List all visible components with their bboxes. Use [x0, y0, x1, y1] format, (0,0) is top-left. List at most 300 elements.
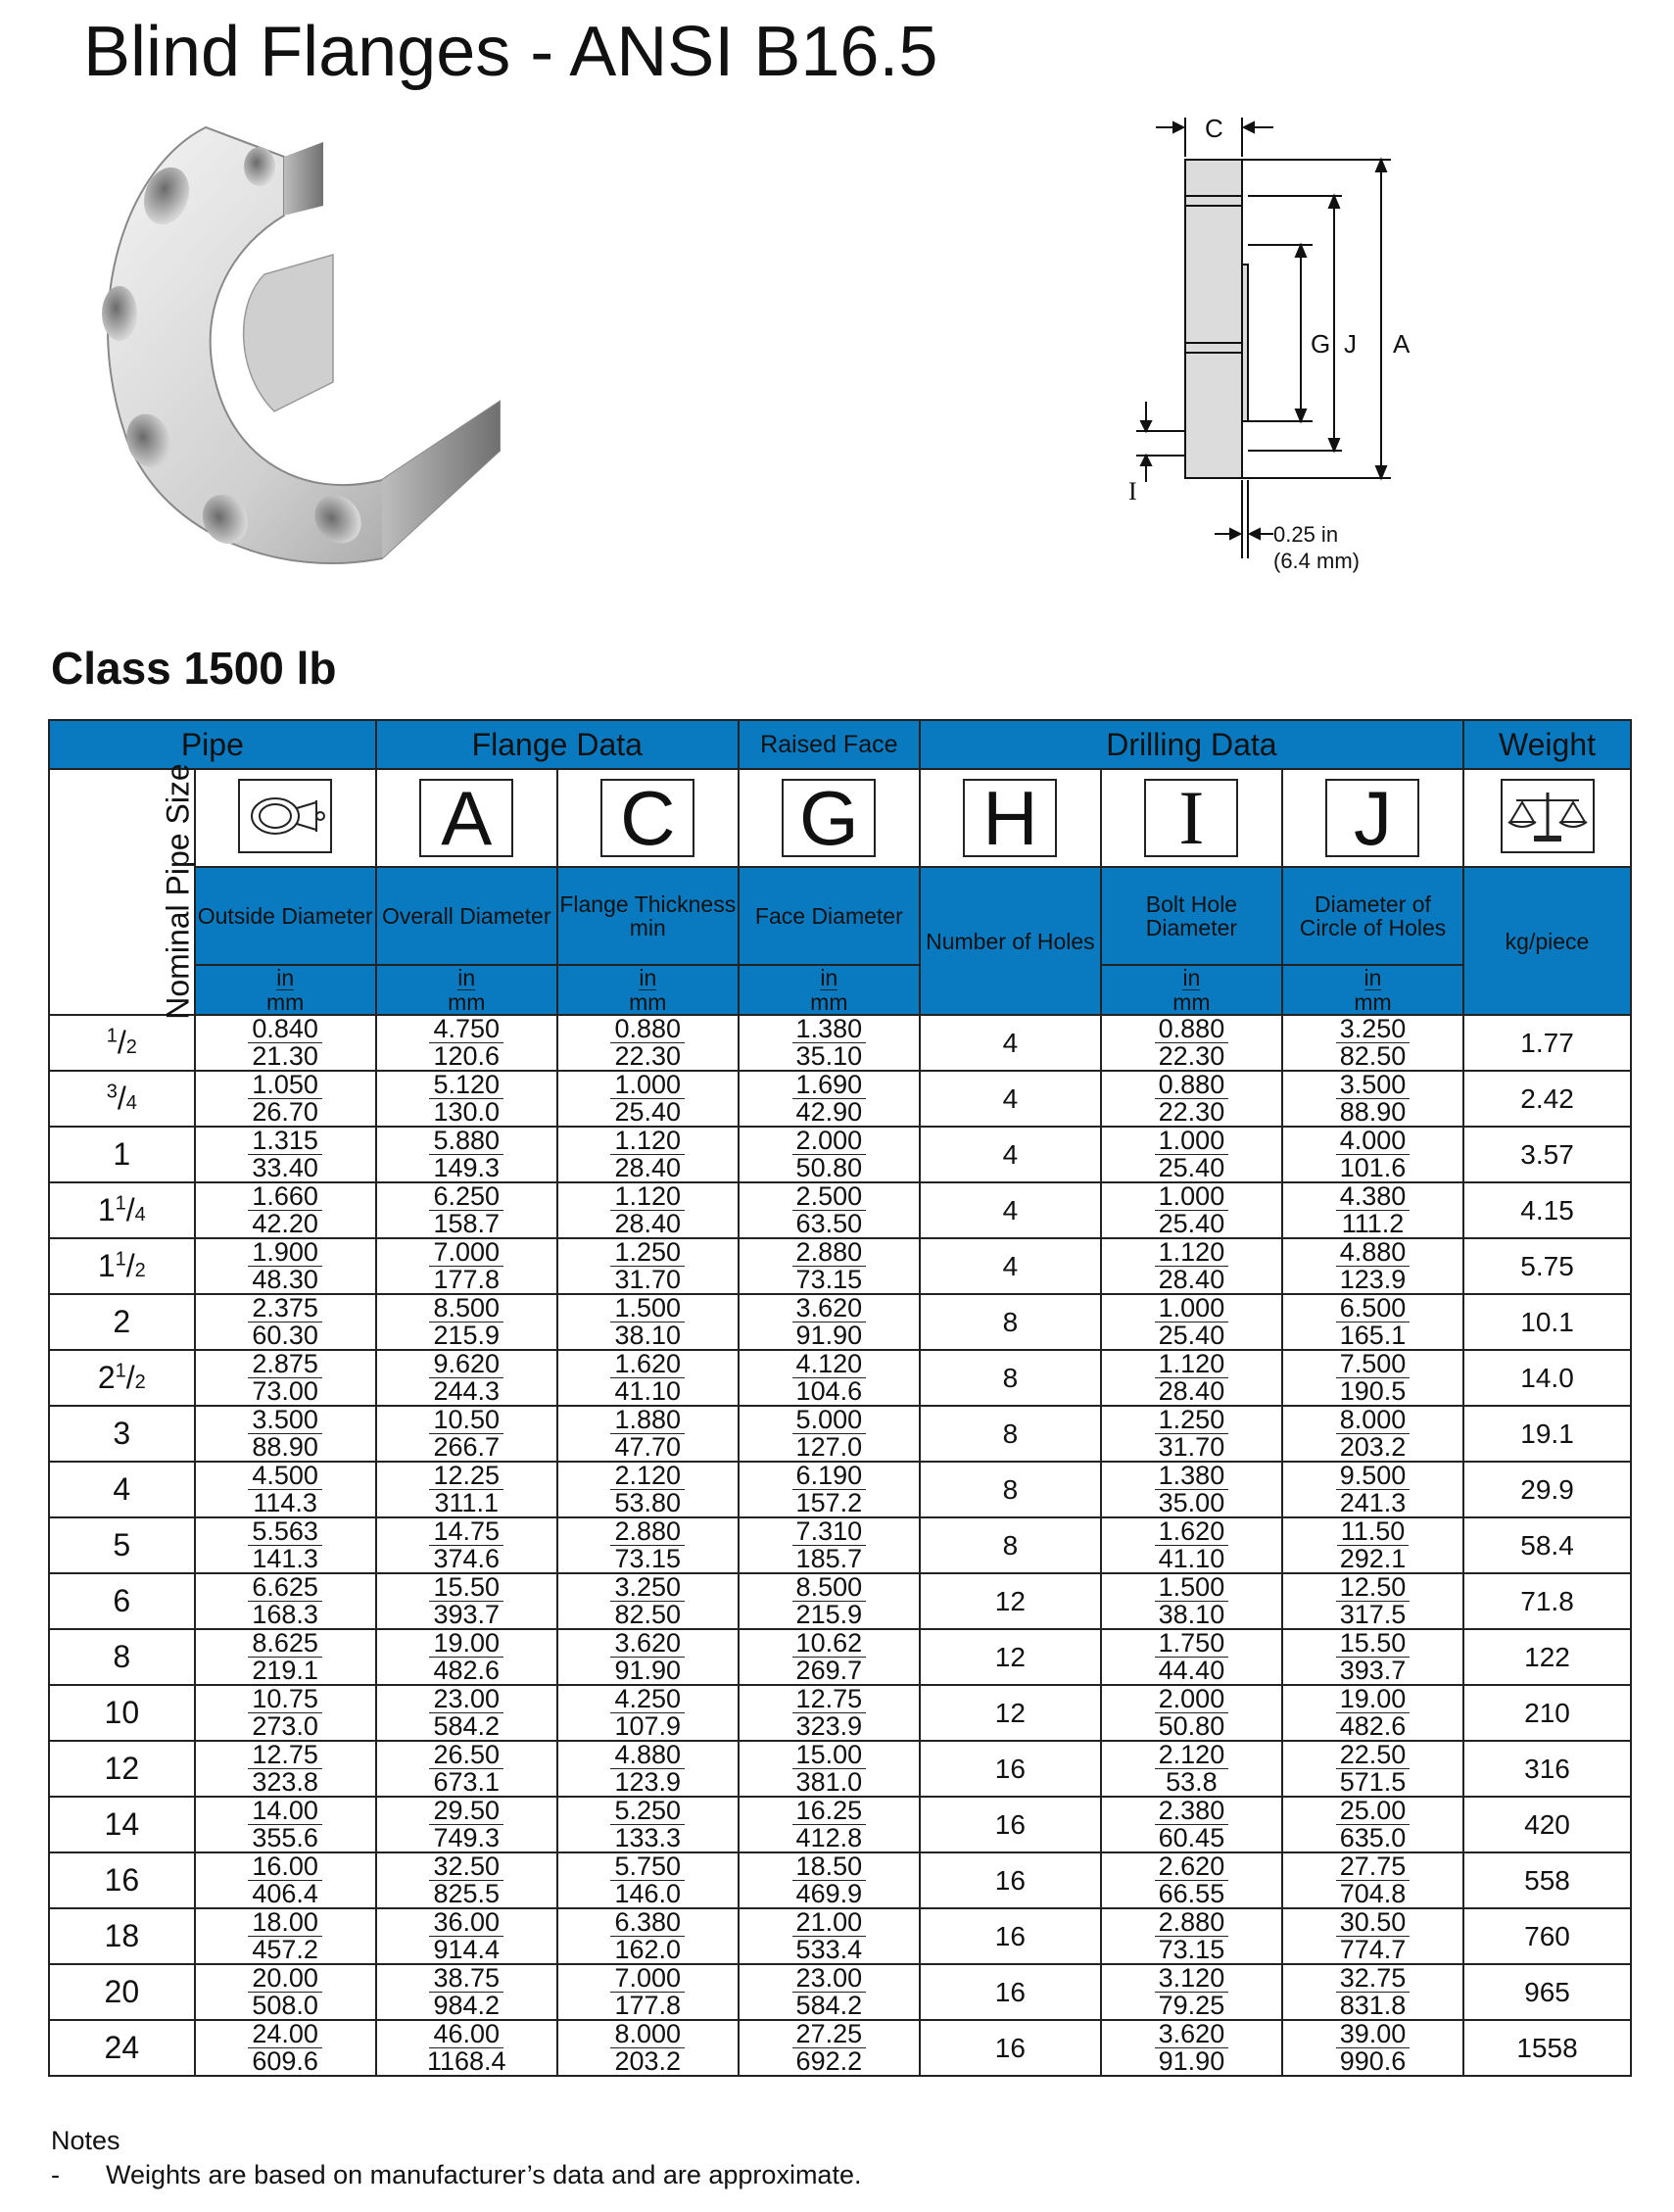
value-mm: 42.90: [795, 1097, 863, 1127]
value-mm: 374.6: [433, 1544, 501, 1573]
value-in: 0.880: [610, 1016, 685, 1043]
value-mm: 73.15: [1158, 1935, 1225, 1964]
value-mm: 44.40: [1158, 1656, 1225, 1685]
value-in: 24.00: [248, 2021, 322, 2048]
cell-od: [195, 1462, 376, 1517]
nps-slash: /: [125, 1248, 135, 1283]
value-mm: 292.1: [1339, 1544, 1407, 1573]
cell-h: 16: [920, 2020, 1101, 2076]
cell-h: 8: [920, 1462, 1101, 1517]
unit-in: in: [457, 965, 476, 990]
c-icon-cell: [557, 769, 739, 867]
value-in: 16.25: [792, 1798, 867, 1825]
value-mm: 704.8: [1339, 1879, 1407, 1908]
cell-h: 4: [920, 1182, 1101, 1238]
cell-nps: [49, 1629, 195, 1685]
value-in: 5.880: [429, 1128, 503, 1155]
value-mm: 53.8: [1166, 1767, 1218, 1797]
value-mm: 393.7: [433, 1600, 501, 1629]
value-in: 8.500: [429, 1295, 503, 1322]
pipe-icon-cell: [195, 769, 376, 867]
value-mm: 79.25: [1158, 1991, 1225, 2020]
cell-kg: 965: [1463, 1964, 1631, 2020]
value-mm: 273.0: [252, 1711, 318, 1741]
value-in: 4.120: [792, 1351, 867, 1378]
table-row: [49, 1573, 1631, 1629]
label-offset-mm: (6.4 mm): [1273, 549, 1360, 573]
nps-denominator: 2: [134, 1371, 146, 1393]
label-c: C: [1205, 114, 1223, 143]
value-mm: 22.30: [1158, 1041, 1225, 1071]
header-circle-diameter: Diameter of Circle of Holes: [1282, 867, 1463, 965]
unit-mm: mm: [629, 989, 667, 1015]
cell-nps: [49, 1182, 195, 1238]
cell-j: [1282, 1517, 1463, 1573]
cell-g: [739, 1685, 920, 1741]
cell-nps: [49, 1852, 195, 1908]
nps-slash: /: [125, 1192, 135, 1227]
value-in: 1.750: [1155, 1630, 1229, 1658]
cell-a: [376, 1852, 557, 1908]
table-row: [49, 1071, 1631, 1127]
value-mm: 104.6: [795, 1376, 863, 1406]
value-in: 2.000: [792, 1128, 867, 1155]
cell-od: [195, 1071, 376, 1127]
value-in: 2.500: [792, 1183, 867, 1211]
cell-h: 16: [920, 1908, 1101, 1964]
value-mm: 203.2: [1339, 1432, 1407, 1462]
value-in: 11.50: [1337, 1518, 1410, 1546]
value-mm: 82.50: [1339, 1041, 1407, 1071]
value-mm: 149.3: [433, 1153, 501, 1182]
letter-c-icon: C: [600, 779, 694, 857]
cell-kg: 14.0: [1463, 1350, 1631, 1406]
cell-c: [557, 1462, 739, 1517]
value-in: 3.500: [1336, 1072, 1411, 1099]
cell-kg: 19.1: [1463, 1406, 1631, 1462]
cell-kg: 4.15: [1463, 1182, 1631, 1238]
nps-denominator: 4: [134, 1204, 146, 1226]
value-mm: 35.00: [1158, 1488, 1225, 1517]
value-in: 1.315: [248, 1128, 322, 1155]
value-in: 1.000: [1155, 1295, 1229, 1322]
value-in: 5.250: [610, 1798, 685, 1825]
nps-whole: 8: [113, 1639, 131, 1674]
value-in: 39.00: [1336, 2021, 1411, 2048]
value-mm: 177.8: [614, 1991, 682, 2020]
cell-od: [195, 1908, 376, 1964]
value-mm: 168.3: [252, 1600, 318, 1629]
cell-g: [739, 1182, 920, 1238]
cell-nps: [49, 1406, 195, 1462]
value-in: 10.62: [792, 1630, 867, 1658]
value-mm: 50.80: [1158, 1711, 1225, 1741]
table-row: [49, 1629, 1631, 1685]
value-in: 27.25: [792, 2021, 867, 2048]
notes-section: [51, 2126, 861, 2190]
letter-i-icon: I: [1144, 779, 1238, 857]
cell-i: [1101, 1741, 1282, 1797]
value-in: 38.75: [429, 1965, 503, 1993]
nps-whole: 3: [113, 1416, 131, 1451]
table-row: [49, 1462, 1631, 1517]
nps-whole: 18: [104, 1918, 140, 1953]
nps-whole: 1: [97, 1192, 116, 1227]
nps-denominator: 2: [134, 1260, 146, 1281]
value-in: 2.875: [248, 1351, 322, 1378]
cell-od: [195, 1964, 376, 2020]
nps-whole: 2: [113, 1304, 131, 1339]
cell-a: [376, 1573, 557, 1629]
value-mm: 25.40: [1158, 1209, 1225, 1238]
unit-cell-c: [557, 965, 739, 1015]
value-mm: 38.10: [614, 1321, 682, 1350]
value-mm: 31.70: [614, 1265, 682, 1294]
value-mm: 73.15: [795, 1265, 863, 1294]
cell-i: [1101, 1406, 1282, 1462]
value-in: 19.00: [1336, 1686, 1411, 1713]
cell-kg: 316: [1463, 1741, 1631, 1797]
value-mm: 533.4: [795, 1935, 863, 1964]
unit-cell-i: [1101, 965, 1282, 1015]
value-in: 18.00: [248, 1909, 322, 1937]
value-mm: 914.4: [433, 1935, 501, 1964]
cell-j: [1282, 1462, 1463, 1517]
value-mm: 66.55: [1158, 1879, 1225, 1908]
cell-kg: 5.75: [1463, 1238, 1631, 1294]
cell-j: [1282, 1015, 1463, 1071]
cell-a: [376, 1182, 557, 1238]
value-mm: 185.7: [795, 1544, 863, 1573]
cell-kg: 558: [1463, 1852, 1631, 1908]
value-in: 2.380: [1155, 1798, 1229, 1825]
value-in: 2.000: [1155, 1686, 1229, 1713]
value-mm: 215.9: [433, 1321, 501, 1350]
value-in: 6.625: [248, 1574, 322, 1602]
value-in: 27.75: [1336, 1853, 1411, 1881]
value-in: 6.250: [429, 1183, 503, 1211]
value-in: 1.250: [1155, 1407, 1229, 1434]
value-in: 7.000: [429, 1239, 503, 1267]
cell-c: [557, 1071, 739, 1127]
value-in: 4.000: [1336, 1128, 1411, 1155]
cell-od: [195, 1406, 376, 1462]
nps-denominator: 2: [125, 1036, 137, 1058]
cell-h: 4: [920, 1071, 1101, 1127]
unit-mm: mm: [810, 989, 848, 1015]
value-in: 21.00: [792, 1909, 867, 1937]
cell-a: [376, 1350, 557, 1406]
value-in: 1.500: [1155, 1574, 1229, 1602]
cell-nps: [49, 1071, 195, 1127]
value-mm: 63.50: [795, 1209, 863, 1238]
value-mm: 25.40: [1158, 1153, 1225, 1182]
cell-i: [1101, 1182, 1282, 1238]
nps-denominator: 4: [125, 1092, 137, 1114]
value-mm: 393.7: [1339, 1656, 1407, 1685]
nps-numerator: 1: [106, 1025, 118, 1047]
cell-c: [557, 1406, 739, 1462]
cell-a: [376, 1797, 557, 1852]
value-mm: 114.3: [253, 1488, 317, 1517]
value-mm: 165.1: [1339, 1321, 1407, 1350]
cell-j: [1282, 1127, 1463, 1182]
value-mm: 53.80: [614, 1488, 682, 1517]
spec-table: [48, 719, 1632, 2077]
value-mm: 508.0: [252, 1991, 318, 2020]
value-in: 5.750: [610, 1853, 685, 1881]
value-in: 3.620: [610, 1630, 685, 1658]
table-row: [49, 1238, 1631, 1294]
letter-g-icon: G: [782, 779, 876, 857]
cell-i: [1101, 1573, 1282, 1629]
value-mm: 219.1: [252, 1656, 318, 1685]
cell-a: [376, 1127, 557, 1182]
cell-i: [1101, 1350, 1282, 1406]
value-mm: 35.10: [795, 1041, 863, 1071]
table-row: [49, 1294, 1631, 1350]
value-in: 1.500: [610, 1295, 685, 1322]
value-in: 30.50: [1336, 1909, 1411, 1937]
cell-g: [739, 1127, 920, 1182]
value-in: 6.380: [610, 1909, 685, 1937]
cell-nps: [49, 1294, 195, 1350]
value-mm: 635.0: [1339, 1823, 1407, 1852]
cell-i: [1101, 1517, 1282, 1573]
cell-g: [739, 1071, 920, 1127]
value-in: 2.880: [1155, 1909, 1229, 1937]
value-mm: 28.40: [1158, 1376, 1225, 1406]
cell-a: [376, 1685, 557, 1741]
value-in: 26.50: [429, 1742, 503, 1769]
cell-nps: [49, 1517, 195, 1573]
cell-kg: 3.57: [1463, 1127, 1631, 1182]
group-weight: Weight: [1463, 720, 1631, 769]
cell-g: [739, 1908, 920, 1964]
nps-whole: 5: [113, 1527, 131, 1563]
value-in: 32.50: [429, 1853, 503, 1881]
value-in: 46.00: [429, 2021, 503, 2048]
nps-slash: /: [125, 1360, 135, 1395]
cell-j: [1282, 1350, 1463, 1406]
value-in: 2.620: [1155, 1853, 1229, 1881]
cell-nps: [49, 1908, 195, 1964]
nps-whole: 14: [104, 1806, 140, 1842]
table-row: [49, 1797, 1631, 1852]
value-mm: 990.6: [1339, 2046, 1407, 2076]
cell-kg: 58.4: [1463, 1517, 1631, 1573]
cell-kg: 1.77: [1463, 1015, 1631, 1071]
value-in: 29.50: [429, 1798, 503, 1825]
value-in: 16.00: [248, 1853, 322, 1881]
value-mm: 177.8: [433, 1265, 501, 1294]
value-in: 7.500: [1336, 1351, 1411, 1378]
unit-in: in: [639, 965, 657, 990]
value-mm: 22.30: [614, 1041, 682, 1071]
value-in: 1.120: [1155, 1239, 1229, 1267]
group-pipe: Pipe: [49, 720, 376, 769]
cell-c: [557, 1629, 739, 1685]
value-in: 8.000: [610, 2021, 685, 2048]
unit-in: in: [276, 965, 295, 990]
cell-nps: [49, 1797, 195, 1852]
cell-j: [1282, 1294, 1463, 1350]
value-mm: 130.0: [433, 1097, 501, 1127]
cell-i: [1101, 1964, 1282, 2020]
h-icon-cell: [920, 769, 1101, 867]
value-in: 1.000: [1155, 1183, 1229, 1211]
value-mm: 749.3: [433, 1823, 501, 1852]
cell-nps: [49, 1350, 195, 1406]
value-mm: 28.40: [614, 1209, 682, 1238]
unit-cell-a: [376, 965, 557, 1015]
nps-numerator: 1: [115, 1192, 126, 1215]
cell-g: [739, 1406, 920, 1462]
cell-h: 8: [920, 1294, 1101, 1350]
value-mm: 825.5: [433, 1879, 501, 1908]
value-in: 1.880: [610, 1407, 685, 1434]
cell-h: 12: [920, 1573, 1101, 1629]
spec-table-container: [48, 719, 1632, 2074]
value-in: 8.000: [1336, 1407, 1411, 1434]
cell-c: [557, 1908, 739, 1964]
value-in: 1.620: [1155, 1518, 1229, 1546]
cell-i: [1101, 1238, 1282, 1294]
value-in: 12.75: [792, 1686, 867, 1713]
cell-c: [557, 1350, 739, 1406]
cell-od: [195, 1685, 376, 1741]
value-mm: 774.7: [1339, 1935, 1407, 1964]
cell-g: [739, 1852, 920, 1908]
cell-j: [1282, 1182, 1463, 1238]
value-mm: 162.0: [614, 1935, 682, 1964]
cell-c: [557, 1182, 739, 1238]
unit-mm: mm: [266, 989, 305, 1015]
cell-i: [1101, 1908, 1282, 1964]
label-j: J: [1344, 329, 1357, 359]
value-mm: 41.10: [1158, 1544, 1225, 1573]
value-in: 2.880: [792, 1239, 867, 1267]
value-in: 4.880: [1336, 1239, 1411, 1267]
value-in: 12.25: [429, 1463, 503, 1490]
value-in: 5.563: [248, 1518, 322, 1546]
cell-c: [557, 1685, 739, 1741]
value-in: 2.120: [610, 1463, 685, 1490]
table-row: [49, 1015, 1631, 1071]
value-in: 14.75: [429, 1518, 503, 1546]
value-in: 7.310: [792, 1518, 867, 1546]
value-mm: 120.6: [433, 1041, 501, 1071]
value-mm: 355.6: [252, 1823, 318, 1852]
cell-a: [376, 1294, 557, 1350]
cell-j: [1282, 1964, 1463, 2020]
value-in: 1.050: [248, 1072, 322, 1099]
value-mm: 241.3: [1339, 1488, 1407, 1517]
cell-j: [1282, 1238, 1463, 1294]
value-in: 3.120: [1155, 1965, 1229, 1993]
value-in: 20.00: [248, 1965, 322, 1993]
cell-kg: 122: [1463, 1629, 1631, 1685]
cell-a: [376, 1741, 557, 1797]
label-a: A: [1393, 329, 1411, 359]
value-mm: 482.6: [433, 1656, 501, 1685]
value-mm: 31.70: [1158, 1432, 1225, 1462]
cell-i: [1101, 1797, 1282, 1852]
value-mm: 215.9: [795, 1600, 863, 1629]
value-in: 8.500: [792, 1574, 867, 1602]
cell-i: [1101, 2020, 1282, 2076]
cell-c: [557, 1127, 739, 1182]
nps-numerator: 1: [115, 1248, 126, 1271]
cell-h: 8: [920, 1517, 1101, 1573]
cell-a: [376, 1964, 557, 2020]
table-row: [49, 1350, 1631, 1406]
value-in: 6.190: [792, 1463, 867, 1490]
a-icon-cell: [376, 769, 557, 867]
unit-mm: mm: [1172, 989, 1211, 1015]
unit-in: in: [820, 965, 838, 990]
nps-whole: 20: [104, 1974, 140, 2009]
value-mm: 584.2: [433, 1711, 501, 1741]
unit-mm: mm: [1354, 989, 1392, 1015]
value-mm: 482.6: [1339, 1711, 1407, 1741]
value-in: 3.250: [1336, 1016, 1411, 1043]
cell-kg: 760: [1463, 1908, 1631, 1964]
value-in: 15.50: [429, 1574, 503, 1602]
value-in: 12.75: [248, 1742, 322, 1769]
value-in: 19.00: [429, 1630, 503, 1658]
value-in: 15.50: [1336, 1630, 1411, 1658]
cell-a: [376, 1629, 557, 1685]
value-mm: 101.6: [1339, 1153, 1407, 1182]
cell-a: [376, 1406, 557, 1462]
value-mm: 38.10: [1158, 1600, 1225, 1629]
i-icon-cell: [1101, 769, 1282, 867]
cell-g: [739, 1629, 920, 1685]
letter-h-icon: H: [963, 779, 1057, 857]
value-mm: 141.3: [252, 1544, 318, 1573]
cell-c: [557, 1238, 739, 1294]
cell-od: [195, 1629, 376, 1685]
cell-c: [557, 1015, 739, 1071]
table-row: [49, 1908, 1631, 1964]
table-row: [49, 1852, 1631, 1908]
value-in: 2.375: [248, 1295, 322, 1322]
cell-od: [195, 1852, 376, 1908]
value-in: 0.840: [248, 1016, 322, 1043]
table-row: [49, 2020, 1631, 2076]
label-i: I: [1128, 477, 1137, 505]
cell-h: 16: [920, 1797, 1101, 1852]
value-mm: 21.30: [252, 1041, 318, 1071]
unit-in: in: [1182, 965, 1201, 990]
value-mm: 457.2: [252, 1935, 318, 1964]
value-mm: 73.00: [252, 1376, 318, 1406]
header-face-diameter: Face Diameter: [739, 867, 920, 965]
value-in: 3.500: [248, 1407, 322, 1434]
value-mm: 571.5: [1339, 1767, 1407, 1797]
unit-cell-g: [739, 965, 920, 1015]
value-in: 9.620: [429, 1351, 503, 1378]
value-in: 1.380: [1155, 1463, 1229, 1490]
value-mm: 133.3: [614, 1823, 682, 1852]
value-in: 25.00: [1336, 1798, 1411, 1825]
cell-c: [557, 1852, 739, 1908]
note-dash: -: [51, 2160, 60, 2189]
cell-a: [376, 2020, 557, 2076]
nps-whole: 12: [104, 1751, 140, 1786]
cell-nps: [49, 1685, 195, 1741]
